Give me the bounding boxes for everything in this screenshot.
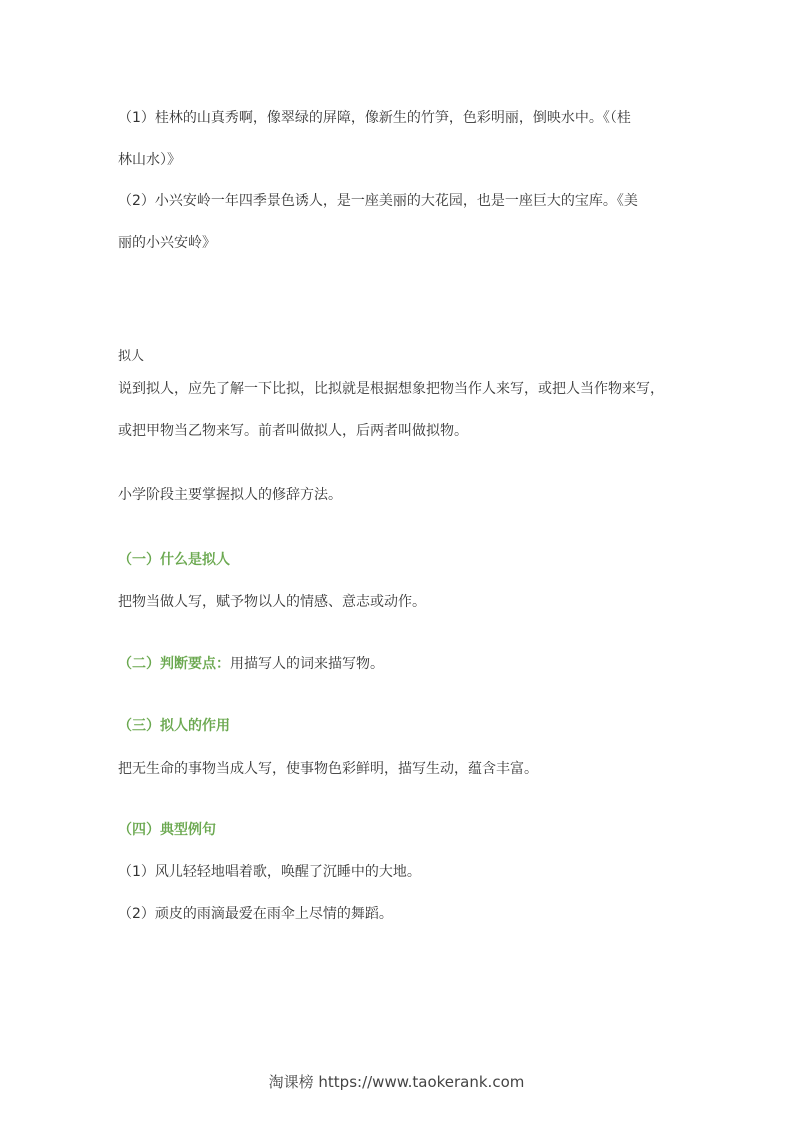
- section-heading-judgment: （二）判断要点：: [118, 656, 230, 672]
- primary-school-note: 小学阶段主要掌握拟人的修辞方法。: [118, 487, 342, 503]
- section-text-judgment: 用描写人的词来描写物。: [230, 656, 384, 672]
- metaphor-example-1: [118, 109, 678, 193]
- metaphor-example-2-line-2: 丽的小兴安岭》: [118, 235, 216, 251]
- metaphor-example-1-line-1: （1）桂林的山真秀啊，像翠绿的屏障，像新生的竹笋，色彩明丽，倒映水中。《（桂: [118, 110, 631, 126]
- metaphor-example-2-line-1: （2）小兴安岭一年四季景色诱人，是一座美丽的大花园，也是一座巨大的宝库。《美: [118, 193, 638, 209]
- section-text-function: 把无生命的事物当成人写，使事物色彩鲜明，描写生动，蕴含丰富。: [118, 761, 538, 777]
- personification-intro-line-1: 说到拟人，应先了解一下比拟，比拟就是根据想象把物当作人来写，或把人当作物来写，: [118, 381, 664, 397]
- section-text-what-is: 把物当做人写，赋予物以人的情感、意志或动作。: [118, 594, 426, 610]
- section-heading-what-is: （一）什么是拟人: [118, 552, 230, 568]
- section-heading-examples: （四）典型例句: [118, 822, 216, 838]
- metaphor-example-2: [118, 192, 678, 276]
- metaphor-example-1-line-2: 林山水）》: [118, 152, 181, 168]
- personification-intro: [118, 380, 678, 464]
- personification-intro-line-2: 或把甲物当乙物来写。前者叫做拟人，后两者叫做拟物。: [118, 423, 468, 439]
- section-heading-function: （三）拟人的作用: [118, 718, 230, 734]
- footer-watermark: 淘课榜 https://www.taokerank.com: [268, 1073, 525, 1091]
- section-judgment: [118, 653, 678, 673]
- example-sentence-2: （2）顽皮的雨滴最爱在雨伞上尽情的舞蹈。: [118, 906, 393, 922]
- section-title-personification: 拟人: [118, 349, 145, 364]
- example-sentence-1: （1）风儿轻轻地唱着歌，唤醒了沉睡中的大地。: [118, 864, 421, 880]
